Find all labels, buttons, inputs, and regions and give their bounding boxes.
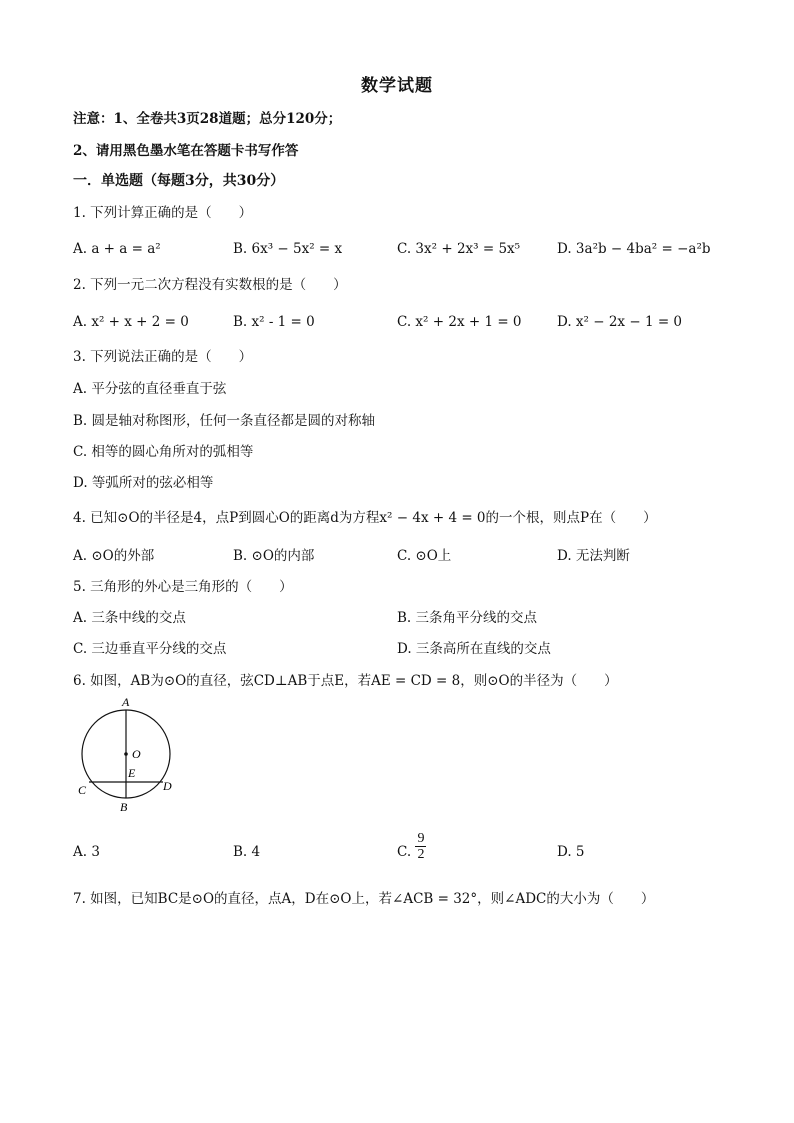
question-2-option-a: A. x² + x + 2 = 0 — [73, 314, 189, 330]
question-5-option-c: C. 三边垂直平分线的交点 — [73, 641, 227, 657]
question-3-stem: 3. 下列说法正确的是（ ） — [73, 349, 253, 365]
question-2-option-c: C. x² + 2x + 1 = 0 — [397, 314, 522, 330]
label-b: B — [120, 800, 128, 814]
question-5-option-d: D. 三条高所在直线的交点 — [397, 641, 551, 657]
page-title: 数学试题 — [361, 76, 433, 96]
label-e: E — [128, 766, 136, 780]
circle-figure — [72, 692, 182, 817]
label-a: A — [122, 695, 130, 709]
fraction-numerator: 9 — [417, 831, 425, 846]
question-1-option-c: C. 3x² + 2x³ = 5x⁵ — [397, 241, 521, 257]
question-1-option-b: B. 6x³ − 5x² = x — [233, 241, 343, 257]
label-o: O — [132, 747, 141, 761]
question-2-stem: 2. 下列一元二次方程没有实数根的是（ ） — [73, 277, 347, 293]
question-6-option-d: D. 5 — [557, 844, 585, 860]
question-6-stem: 6. 如图，AB为⊙O的直径，弦CD⊥AB于点E，若AE = CD = 8，则⊙O的半径为（ ） — [73, 673, 618, 689]
question-7-stem: 7. 如图，已知BC是⊙O的直径，点A，D在⊙O上，若∠ACB = 32°，则∠ADC的大小为（ ） — [73, 891, 655, 907]
question-6-option-c-label: C. — [397, 844, 412, 860]
question-4-stem: 4. 已知⊙O的半径是4，点P到圆心O的距离d为方程x² − 4x + 4 = 0的一个根，则点P在（ ） — [73, 510, 657, 526]
question-1-option-d: D. 3a²b − 4ba² = −a²b — [557, 241, 711, 257]
label-c: C — [78, 783, 87, 797]
center-point — [124, 752, 128, 756]
question-4-option-b: B. ⊙O的内部 — [233, 548, 315, 564]
question-5-option-b: B. 三条角平分线的交点 — [397, 610, 538, 626]
question-5-stem: 5. 三角形的外心是三角形的（ ） — [73, 579, 293, 595]
question-3-option-d: D. 等弧所对的弦必相等 — [73, 475, 214, 491]
question-2-option-d: D. x² − 2x − 1 = 0 — [557, 314, 683, 330]
question-6-option-a: A. 3 — [73, 844, 100, 860]
question-1-stem: 1. 下列计算正确的是（ ） — [73, 205, 253, 221]
fraction-denominator: 2 — [417, 847, 425, 862]
fraction-nine-halves — [415, 831, 426, 862]
note-line-2: 2、请用黑色墨水笔在答题卡书写作答 — [73, 143, 299, 159]
question-2-option-b: B. x² - 1 = 0 — [233, 314, 315, 330]
question-3-option-a: A. 平分弦的直径垂直于弦 — [73, 381, 227, 397]
question-4-option-d: D. 无法判断 — [557, 548, 630, 564]
question-4-option-a: A. ⊙O的外部 — [73, 548, 155, 564]
section-heading: 一．单选题（每题3分，共30分） — [73, 173, 285, 189]
question-4-option-c: C. ⊙O上 — [397, 548, 452, 564]
question-3-option-c: C. 相等的圆心角所对的弧相等 — [73, 444, 254, 460]
question-6-option-b: B. 4 — [233, 844, 261, 860]
note-line-1: 注意：1、全卷共3页28道题；总分120分； — [73, 111, 342, 127]
question-1-option-a: A. a + a = a² — [73, 241, 161, 257]
question-5-option-a: A. 三条中线的交点 — [73, 610, 186, 626]
label-d: D — [163, 779, 172, 793]
question-6-option-c — [397, 831, 426, 862]
question-3-option-b: B. 圆是轴对称图形，任何一条直径都是圆的对称轴 — [73, 413, 376, 429]
